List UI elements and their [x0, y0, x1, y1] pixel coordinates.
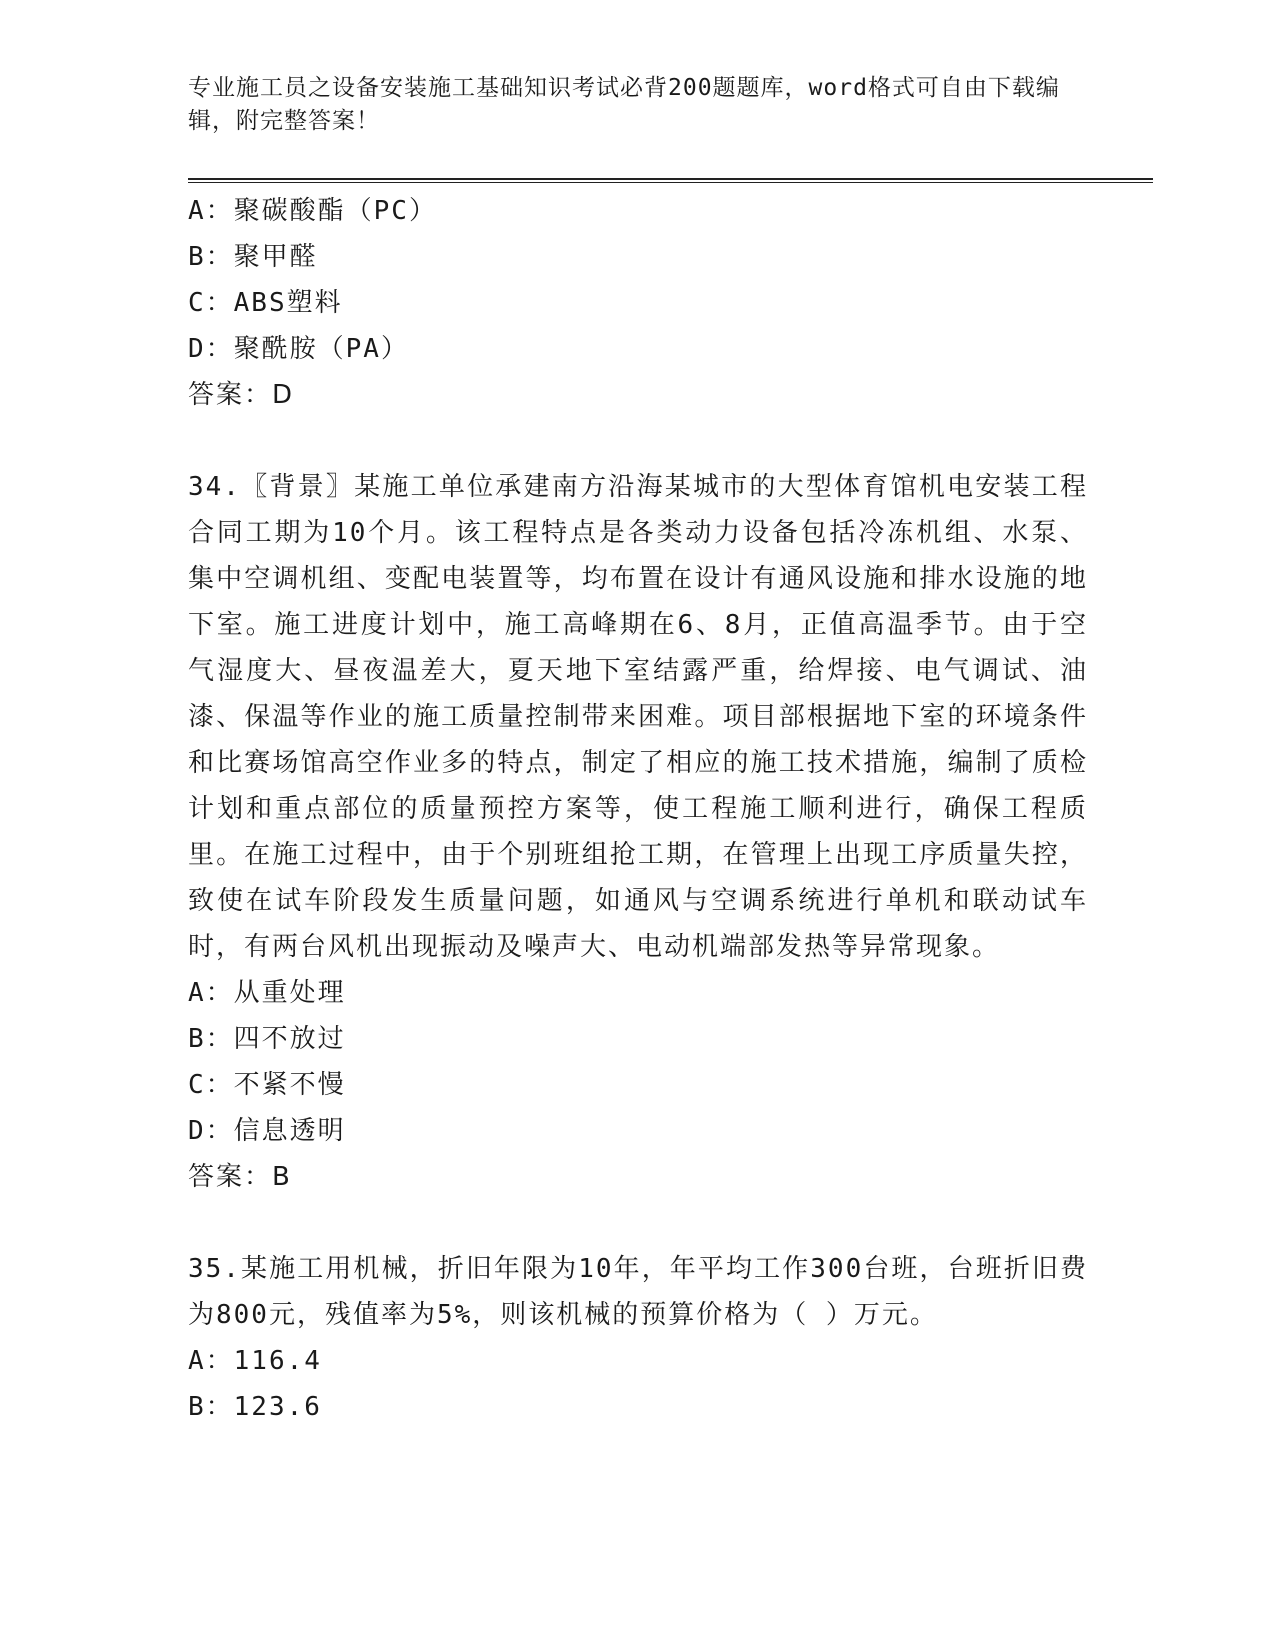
option-c: C：不紧不慢: [188, 1070, 346, 1100]
header-divider: [188, 178, 1153, 183]
option-a: A：116.4: [188, 1346, 322, 1376]
question-stem: 34.〖背景〗某施工单位承建南方沿海某城市的大型体育馆机电安装工程合同工期为10个月。该工程特点是各类动力设备包括冷冻机组、水泵、集中空调机组、变配电装置等，均布置在设计有通风设施和排水设施的地下室。施工进度计划中，施工高峰期在6、8月，正值高温季节。由于空气湿度大、昼夜温差大，夏天地下室结露严重，给焊接、电气调试、油漆、保温等作业的施工质量控制带来困难。项目部根据地下室的环境条件和比赛场馆高空作业多的特点，制定了相应的施工技术措施，编制了质检计划和重点部位的质量预控方案等，使工程施工顺利进行，确保工程质里。在施工过程中，由于个别班组抢工期，在管理上出现工序质量失控，致使在试车阶段发生质量问题，如通风与空调系统进行单机和联动试车时，有两台风机出现振动及噪声大、电动机端部发热等异常现象。: [188, 472, 1088, 962]
answer-line: 答案：D: [188, 380, 295, 410]
option-c: C：ABS塑料: [188, 288, 343, 318]
question-33-block: [188, 188, 1088, 418]
option-a: A：从重处理: [188, 978, 346, 1008]
option-b: B：123.6: [188, 1392, 322, 1422]
question-34-block: [188, 464, 1088, 1200]
option-b: B：聚甲醛: [188, 242, 318, 272]
document-body: [188, 188, 1088, 1430]
option-d: D：信息透明: [188, 1116, 346, 1146]
option-b: B：四不放过: [188, 1024, 346, 1054]
option-a: A：聚碳酸酯（PC）: [188, 196, 437, 226]
document-header: 专业施工员之设备安装施工基础知识考试必背200题题库，word格式可自由下载编辑，附完整答案！: [188, 75, 1060, 134]
option-d: D：聚酰胺（PA）: [188, 334, 409, 364]
question-stem: 35.某施工用机械，折旧年限为10年，年平均工作300台班，台班折旧费为800元，残值率为5%，则该机械的预算价格为（ ）万元。: [188, 1254, 1088, 1330]
question-35-block: [188, 1246, 1088, 1430]
answer-line: 答案：B: [188, 1162, 292, 1192]
